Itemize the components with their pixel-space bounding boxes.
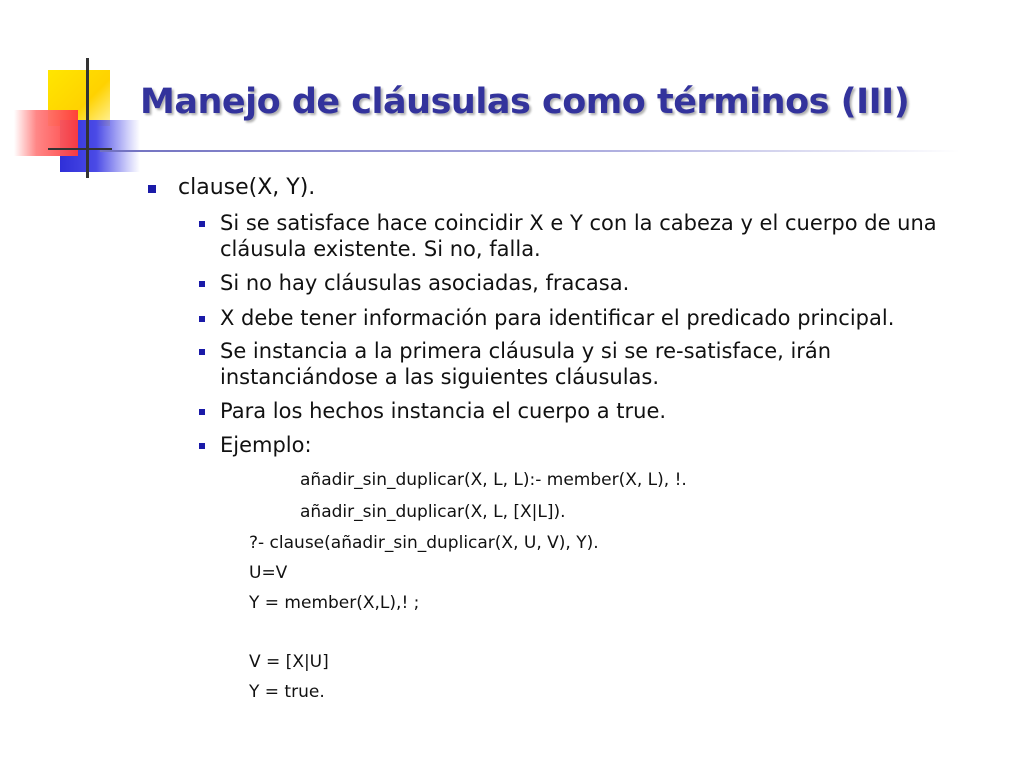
bullet-square-icon [199,221,205,227]
bullet-square-icon [199,409,205,415]
bullet-text: clause(X, Y). [178,175,316,200]
slide-title: Manejo de cláusulas como términos (III) [140,82,910,122]
bullet-level2 [199,305,989,331]
bullet-text: Si no hay cláusulas asociadas, fracasa. [220,271,630,295]
example-code-line: añadir_sin_duplicar(X, L, [X|L]). [300,502,566,522]
bullet-level2 [199,210,959,262]
bullet-text: Si se satisface hace coincidir X e Y con la cabeza y el cuerpo de una cláusula existente. Si no, falla. [220,211,937,261]
query-line: Y = true. [249,682,325,702]
query-line: ?- clause(añadir_sin_duplicar(X, U, V), Y). [249,533,599,553]
bullet-square-icon [199,316,205,322]
query-line: U=V [249,563,288,583]
query-line: Y = member(X,L),! ; [249,593,420,613]
query-line: V = [X|U] [249,652,329,672]
bullet-square-icon [199,349,205,355]
bullet-square-icon [199,281,205,287]
bullet-level2 [199,432,959,458]
bullet-text: Para los hechos instancia el cuerpo a true. [220,399,667,423]
bullet-level2 [199,398,959,424]
bullet-text: Ejemplo: [220,433,312,457]
bullet-text: Se instancia a la primera cláusula y si se re-satisface, irán instanciándose a las siguientes cláusulas. [220,339,832,389]
bullet-square-icon [148,185,156,193]
example-code-line: añadir_sin_duplicar(X, L, L):- member(X, L), !. [300,470,687,490]
bullet-text: X debe tener información para identificar el predicado principal. [220,306,895,330]
bullet-level2 [199,338,899,390]
bullet-level1 [148,175,315,200]
bullet-level2 [199,270,959,296]
bullet-square-icon [199,443,205,449]
